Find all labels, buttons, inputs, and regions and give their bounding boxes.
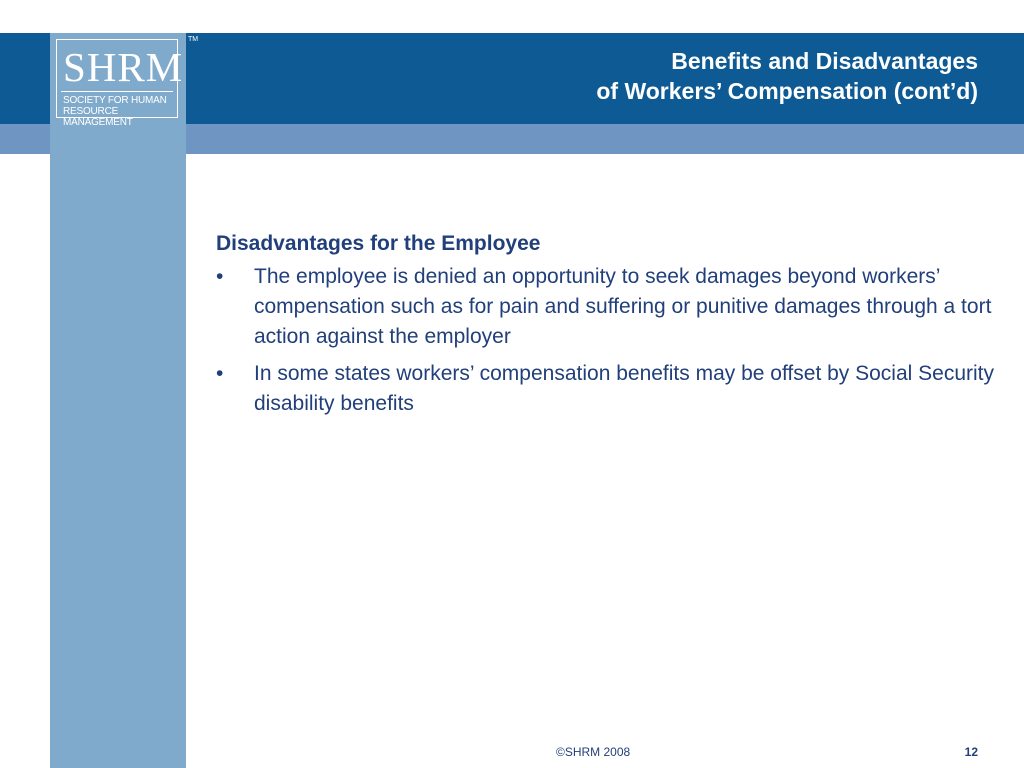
slide-title-line2: of Workers’ Compensation (cont’d) <box>596 78 978 104</box>
slide-content <box>216 230 996 426</box>
logo-tagline-line2: RESOURCE MANAGEMENT <box>63 106 133 128</box>
logo-tagline <box>63 95 177 128</box>
slide-title-line1: Benefits and Disadvantages <box>671 48 978 74</box>
trademark-symbol: TM <box>188 36 199 43</box>
logo-divider <box>61 91 173 92</box>
shrm-logo <box>50 33 186 128</box>
logo-frame <box>56 39 184 128</box>
page-number: 12 <box>964 745 978 759</box>
bullet-item <box>216 262 996 352</box>
bullet-text: The employee is denied an opportunity to seek damages beyond workers’ compensation such as for pain and suffering or punitive damages through a tort action against the employer <box>254 265 992 348</box>
side-column <box>50 124 186 768</box>
footer-copyright: ©SHRM 2008 <box>556 745 631 759</box>
bullet-list <box>216 262 996 419</box>
section-heading: Disadvantages for the Employee <box>216 232 541 255</box>
top-strip <box>0 0 1024 33</box>
bullet-item <box>216 359 996 419</box>
slide-title <box>596 46 978 106</box>
bullet-marker: • <box>216 362 224 385</box>
logo-tagline-line1: SOCIETY FOR HUMAN <box>63 95 167 106</box>
bullet-text: In some states workers’ compensation benefits may be offset by Social Security disability benefits <box>254 362 995 415</box>
bullet-marker: • <box>216 265 224 288</box>
logo-mark: SHRM <box>63 44 184 90</box>
